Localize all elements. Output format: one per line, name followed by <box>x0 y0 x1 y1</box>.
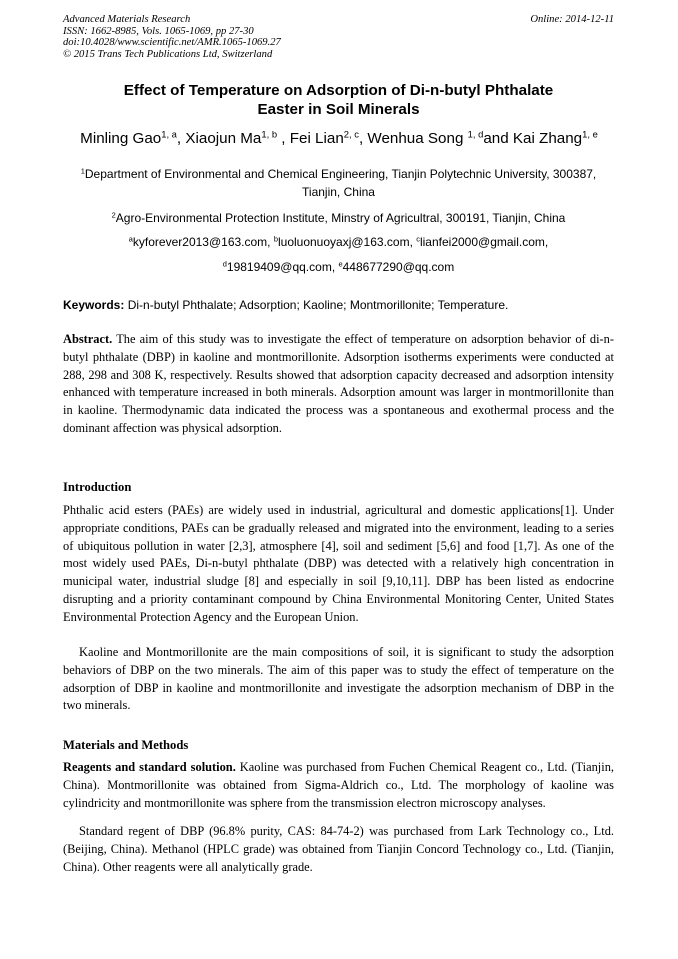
methods-subheading: Reagents and standard solution. <box>63 760 236 774</box>
introduction-paragraph-1: Phthalic acid esters (PAEs) are widely used in industrial, agricultural and domestic applications[1]. Under appropriate conditions, PAEs can be gradually released and migrated into the environment, leading to a series of ubiquitous pollution in water [2,3], atmosphere [4], soil and sediment [5,6] and food [1,7]. As one of the most widely used PAEs, Di-n-butyl phthalate (DBP) was detected with a relatively high concentration in municipal water, industrial sludge [8] and especially in soil [9,10,11]. DBP has been listed as endocrine disrupting and a priority contaminant compound by China Environmental Monitoring Center, United States Environmental Protection Agency and the European Union. <box>63 503 614 624</box>
affiliation-mark: 2 <box>111 210 116 220</box>
affiliation-mark: 1 <box>80 166 85 176</box>
section-heading-introduction: Introduction <box>63 480 132 494</box>
affiliation-2 <box>63 209 614 227</box>
affiliation-1 <box>63 165 614 201</box>
keywords-label: Keywords: <box>63 298 125 312</box>
author-name: Wenhua Song <box>367 130 468 147</box>
author-separator: , <box>358 130 368 147</box>
section-heading-methods: Materials and Methods <box>63 738 189 752</box>
paper-title <box>63 82 614 119</box>
online-date: Online: 2014-12-11 <box>530 14 614 25</box>
affiliation-text: Department of Environmental and Chemical Engineering, Tianjin Polytechnic University, 300387, <box>84 167 597 181</box>
author-name: Kai Zhang <box>512 130 583 147</box>
author-separator: and <box>483 130 513 147</box>
journal-copyright: © 2015 Trans Tech Publications Ltd, Switzerland <box>63 48 273 60</box>
author-affiliation-mark: 2, c <box>343 128 359 140</box>
email-link[interactable]: kyforever2013@163.com, <box>132 235 274 249</box>
email-line-1 <box>63 233 614 251</box>
email-mark: b <box>273 234 278 244</box>
abstract-label: Abstract. <box>63 332 113 346</box>
email-mark: a <box>128 234 133 244</box>
email-mark: d <box>222 259 227 269</box>
introduction-paragraph-2: Kaoline and Montmorillonite are the main compositions of soil, it is significant to study the adsorption behaviors of DBP on the two minerals. The aim of this paper was to study the effect of temperature on the adsorption of DBP in kaoline and montmorillonite and investigate the adsorption mechanism of DBP in the two minerals. <box>63 645 614 713</box>
journal-header <box>63 14 281 60</box>
author-list <box>40 129 638 149</box>
title-line-2: Easter in Soil Minerals <box>257 100 420 118</box>
author-affiliation-mark: 1, d <box>467 128 484 140</box>
email-link[interactable]: luoluonuoyaxj@163.com, <box>277 235 417 249</box>
affiliation-text: Tianjin, China <box>302 185 375 199</box>
author-separator: , <box>176 130 186 147</box>
keywords <box>63 297 623 313</box>
email-mark: c <box>416 234 420 244</box>
email-mark: e <box>338 259 343 269</box>
author-name: Minling Gao <box>80 130 162 147</box>
keywords-text: Di-n-butyl Phthalate; Adsorption; Kaoline; Montmorillonite; Temperature. <box>124 298 509 312</box>
title-line-1: Effect of Temperature on Adsorption of Di-n-butyl Phthalate <box>123 82 554 99</box>
abstract <box>63 331 614 438</box>
email-link[interactable]: lianfei2000@gmail.com, <box>419 235 549 249</box>
author-affiliation-mark: 1, b <box>261 128 278 140</box>
author-affiliation-mark: 1, a <box>161 128 177 140</box>
email-line-2 <box>63 258 614 276</box>
journal-issn: ISSN: 1662-8985, Vols. 1065-1069, pp 27-30 <box>63 25 254 37</box>
methods-paragraph-1 <box>63 759 614 812</box>
email-link[interactable]: 19819409@qq.com, <box>226 260 339 274</box>
journal-doi[interactable]: doi:10.4028/www.scientific.net/AMR.1065-1069.27 <box>63 37 281 49</box>
journal-name: Advanced Materials Research <box>63 14 191 25</box>
affiliation-text: Agro-Environmental Protection Institute, Minstry of Agricultral, 300191, Tianjin, China <box>115 211 566 225</box>
author-affiliation-mark: 1, e <box>582 128 598 140</box>
methods-text: Kaoline was purchased from Fuchen Chemical Reagent co., Ltd. (Tianjin, China). Montmorillonite was obtained from Sigma-Aldrich co., Ltd. The morphology of kaoline was cylindricity and montmorillonite was sphere from the transmission electron microscopy analyses. <box>63 760 614 810</box>
author-name: Xiaojun Ma <box>185 130 262 147</box>
methods-paragraph-2: Standard regent of DBP (96.8% purity, CAS: 84-74-2) was purchased from Lark Technology co., Ltd. (Beijing, China). Methanol (HPLC grade) was obtained from Tianjin Concord Technology co., Ltd. (Tianjin, China). Other reagents were all analytically grade. <box>63 824 614 874</box>
author-separator: , <box>277 130 290 147</box>
email-link[interactable]: 448677290@qq.com <box>342 260 455 274</box>
abstract-text: The aim of this study was to investigate the effect of temperature on adsorption behavior of di-n-butyl phthalate (DBP) in kaoline and montmorillonite. Adsorption isotherms experiments were conducted at 288, 298 and 308 K, respectively. Results showed that adsorption capacity decreased and adsorption intensity enhanced with temperature increased in both minerals. Adsorption amount was larger in montmorillonite than in kaoline. Thermodynamic data indicated the process was a spontaneous and exothermal process and the dominant affection was physical adsorption. <box>63 332 614 435</box>
author-name: Fei Lian <box>289 130 344 147</box>
